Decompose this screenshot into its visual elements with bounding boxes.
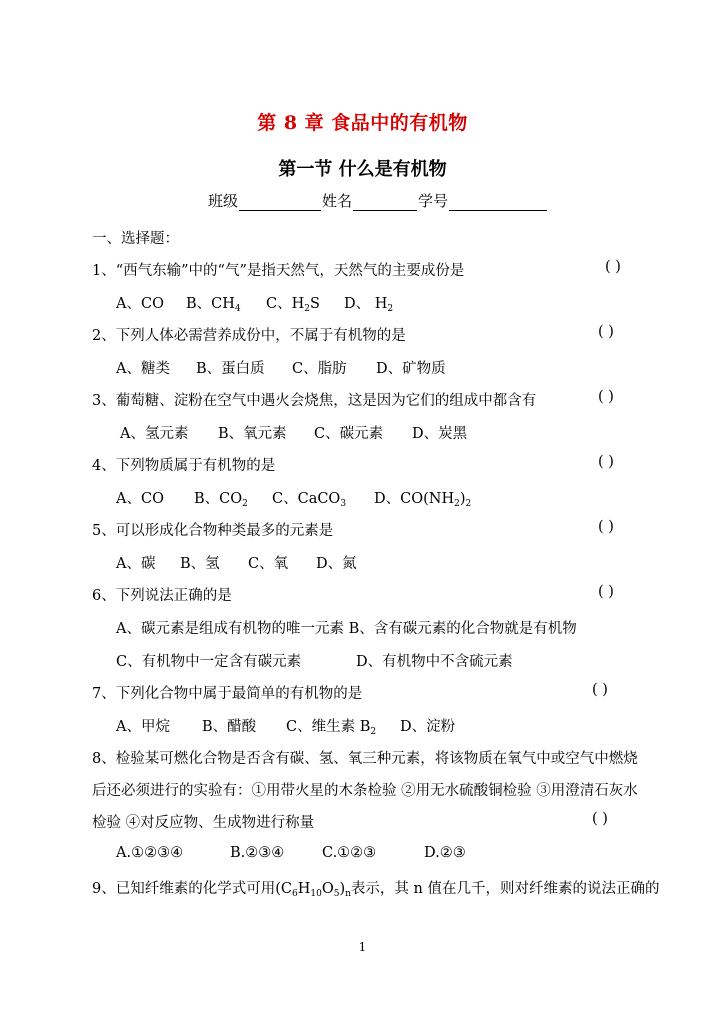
question-1-answer-paren: ( ) bbox=[605, 259, 621, 275]
question-2-option-b: B、蛋白质 bbox=[196, 361, 265, 377]
page-number: 1 bbox=[358, 940, 367, 954]
question-1-option-b: B、$CH_4$ bbox=[186, 296, 241, 314]
question-3-option-c: C、碳元素 bbox=[314, 426, 384, 442]
question-1-option-c: C、$H_2S$ bbox=[266, 296, 320, 314]
question-9-text: 9、已知纤维素的化学式可用$(C_6H_{10}O_5)_n$表示，其 n 值在几千，则对纤维素的说法正确的 bbox=[92, 881, 660, 899]
question-7-option-b: B、醋酸 bbox=[202, 719, 257, 735]
question-8-text-line-2: 后还必须进行的实验有：①用带火星的木条检验 ②用无水硫酸铜检验 ③用澄清石灰水 bbox=[92, 783, 638, 799]
section-title: 第一节 什么是有机物 bbox=[278, 159, 447, 180]
question-4-option-c: C、CaCO$_3$ bbox=[272, 491, 347, 509]
question-4-answer-paren: ( ) bbox=[598, 454, 614, 470]
question-7-option-a: A、甲烷 bbox=[116, 719, 170, 735]
question-7-answer-paren: ( ) bbox=[592, 682, 608, 698]
question-6-options-ab: A、碳元素是组成有机物的唯一元素 B、含有碳元素的化合物就是有机物 bbox=[116, 621, 577, 637]
question-3-option-b: B、氧元素 bbox=[218, 426, 287, 442]
question-5-option-b: B、氢 bbox=[180, 556, 220, 572]
question-8-text-line-1: 8、检验某可燃化合物是否含有碳、氢、氧三种元素，将该物质在氧气中或空气中燃烧 bbox=[92, 751, 638, 767]
number-blank[interactable] bbox=[449, 194, 547, 211]
question-5-option-d: D、氮 bbox=[316, 556, 357, 572]
question-2-option-c: C、脂肪 bbox=[292, 361, 347, 377]
question-8-option-b: B.②③④ bbox=[230, 845, 285, 861]
question-3-option-d: D、炭黑 bbox=[412, 426, 468, 442]
question-2-option-a: A、糖类 bbox=[116, 361, 170, 377]
question-2-text: 2、下列人体必需营养成份中，不属于有机物的是 bbox=[92, 328, 406, 344]
question-1-option-a: A、CO bbox=[116, 296, 164, 312]
question-7-option-c: C、维生素 $B_2$ bbox=[286, 719, 377, 737]
question-3-answer-paren: ( ) bbox=[598, 389, 614, 405]
question-5-answer-paren: ( ) bbox=[598, 519, 614, 535]
question-8-option-c: C.①②③ bbox=[322, 845, 377, 861]
number-label: 学号 bbox=[418, 192, 449, 210]
question-4-option-b: B、$CO_2$ bbox=[194, 491, 248, 509]
question-8-text-line-3: 检验 ④对反应物、生成物进行称量 bbox=[92, 815, 315, 831]
question-1-text: 1、“西气东输”中的“气”是指天然气，天然气的主要成份是 bbox=[92, 263, 465, 279]
question-6-text: 6、下列说法正确的是 bbox=[92, 588, 232, 604]
question-2-option-d: D、矿物质 bbox=[376, 361, 446, 377]
question-4-text: 4、下列物质属于有机物的是 bbox=[92, 458, 276, 474]
question-4-option-d: D、$CO(NH_2)_2$ bbox=[374, 491, 472, 509]
question-5-option-c: C、氧 bbox=[248, 556, 289, 572]
name-label: 姓名 bbox=[322, 192, 353, 210]
question-2-answer-paren: ( ) bbox=[598, 324, 614, 340]
student-info-line bbox=[208, 190, 548, 211]
question-4-option-a: A、CO bbox=[116, 491, 164, 507]
class-label: 班级 bbox=[208, 192, 239, 210]
section-heading: 一、选择题： bbox=[92, 231, 179, 247]
question-7-option-d: D、淀粉 bbox=[400, 719, 456, 735]
question-8-answer-paren: ( ) bbox=[592, 811, 608, 827]
question-7-text: 7、下列化合物中属于最简单的有机物的是 bbox=[92, 686, 363, 702]
question-6-option-c: C、有机物中一定含有碳元素 bbox=[116, 654, 302, 670]
question-8-option-d: D.②③ bbox=[424, 845, 466, 861]
question-3-option-a: A、氢元素 bbox=[120, 426, 189, 442]
question-3-text: 3、葡萄糖、淀粉在空气中遇火会烧焦，这是因为它们的组成中都含有 bbox=[92, 393, 537, 409]
name-blank[interactable] bbox=[353, 194, 417, 211]
question-5-text: 5、可以形成化合物种类最多的元素是 bbox=[92, 523, 334, 539]
chapter-title: 第 8 章 食品中的有机物 bbox=[257, 112, 468, 134]
question-6-answer-paren: ( ) bbox=[598, 584, 614, 600]
question-1-option-d: D、 $H_2$ bbox=[344, 296, 394, 314]
question-5-option-a: A、碳 bbox=[116, 556, 156, 572]
class-blank[interactable] bbox=[239, 194, 321, 211]
question-6-option-d: D、有机物中不含硫元素 bbox=[356, 654, 513, 670]
question-8-option-a: A.①②③④ bbox=[116, 845, 184, 861]
